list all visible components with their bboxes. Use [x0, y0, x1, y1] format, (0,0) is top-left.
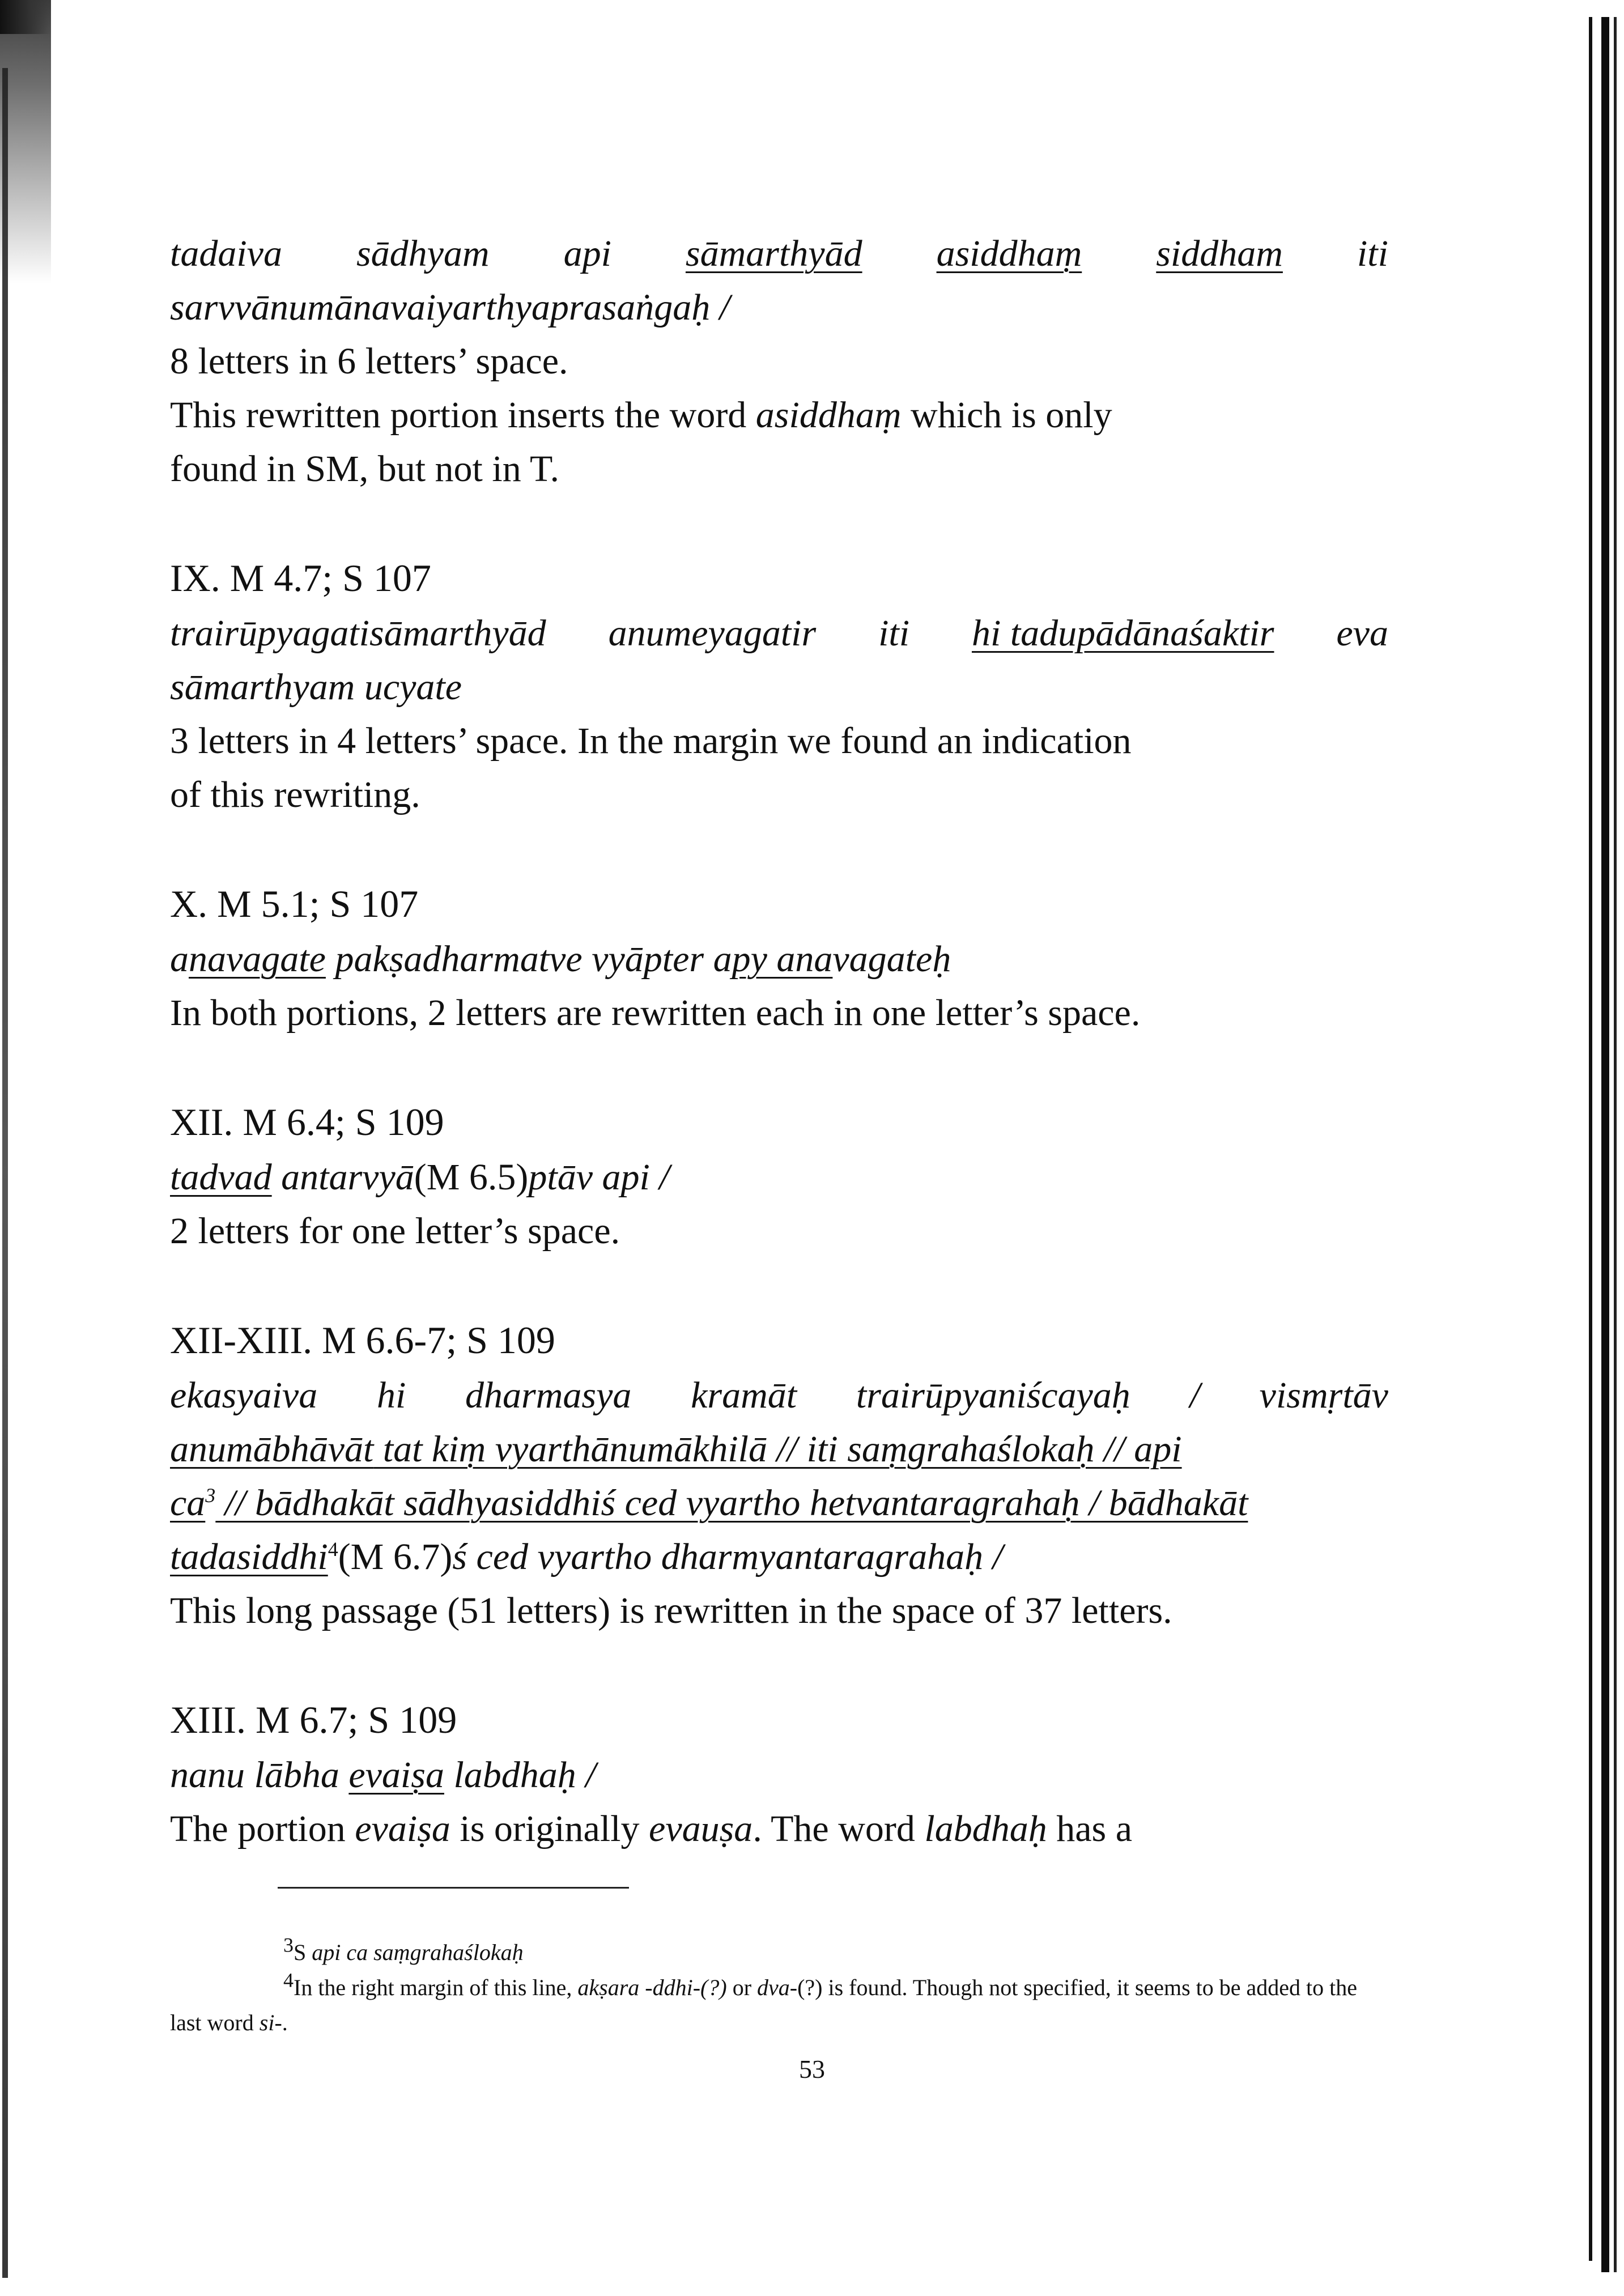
footnote-text-italic: si-	[259, 2010, 282, 2035]
note-line	[170, 1584, 1388, 1638]
note-line	[170, 334, 1388, 388]
line-reference: (M 6.5)	[414, 1156, 529, 1198]
footnote-4	[170, 1970, 1388, 2040]
note-text	[170, 388, 1112, 442]
word: sarvvānumānavaiyarthyaprasaṅgaḥ /	[170, 287, 730, 328]
note-text-italic: labdhaḥ	[924, 1808, 1047, 1849]
footnote-marker: 4	[328, 1538, 338, 1561]
note-text-part: which is only	[901, 394, 1112, 436]
word: tadaiva	[170, 233, 282, 274]
footnote-text: -(?) is found. Though not specified, it seems to be added to the last word	[170, 1975, 1358, 2035]
word: hi	[376, 1375, 406, 1416]
word: eva	[1336, 613, 1388, 654]
note-text-italic: evaiṣa	[355, 1808, 450, 1849]
rewritten-word: sāmarthyād	[685, 233, 862, 274]
section-heading: IX. M 4.7; S 107	[170, 556, 431, 599]
word: antarvyā	[271, 1156, 414, 1198]
word: kramāt	[691, 1375, 797, 1416]
footnote-text: In the right margin of this line,	[294, 1975, 578, 2000]
note-text-italic: evauṣa	[649, 1808, 753, 1849]
sanskrit-line	[170, 932, 1388, 986]
note-text: found in SM, but not in T.	[170, 448, 559, 490]
note-text: 8 letters in 6 letters’ space.	[170, 341, 568, 382]
sanskrit-line	[170, 1150, 1388, 1204]
section-heading: XIII. M 6.7; S 109	[170, 1698, 457, 1741]
scan-right-edge-outer	[1614, 17, 1617, 2272]
note-text-italic: asiddhaṃ	[755, 394, 902, 436]
sanskrit-line	[170, 1530, 1388, 1584]
footnote-separator	[278, 1887, 629, 1889]
note-text-part: This rewritten portion inserts the word	[170, 394, 756, 436]
note-text: In both portions, 2 letters are rewritten each in one letter’s space.	[170, 992, 1141, 1034]
word: nanu lābha	[170, 1754, 349, 1796]
footnote-text-italic: api ca saṃgrahaślokaḥ	[312, 1940, 524, 1965]
note-text-part: is originally	[450, 1808, 649, 1849]
note-text: 2 letters for one letter’s space.	[170, 1210, 620, 1252]
word: ś ced vyartho dharmyantaragrahaḥ /	[452, 1536, 1003, 1578]
footnote-mark: 3	[283, 1933, 294, 1957]
word: ptāv api /	[528, 1156, 670, 1198]
section-x	[170, 875, 1388, 1040]
word: dharmasya	[465, 1375, 632, 1416]
word: pakṣadharmatve vyāpter a	[325, 938, 732, 980]
rewritten-word: evaiṣa	[348, 1754, 444, 1796]
note-line	[170, 986, 1388, 1040]
page-number: 53	[799, 2055, 825, 2084]
footnote-text-italic: dva	[757, 1975, 790, 2000]
footnote-text: or	[726, 1975, 758, 2000]
scan-shadow-top	[0, 0, 51, 34]
word: anumābhāvāt	[170, 1428, 374, 1470]
footnote-text: S	[294, 1940, 312, 1965]
sanskrit-line	[170, 1748, 1388, 1802]
footnote-text-italic: akṣara -ddhi-(?)	[577, 1975, 727, 2000]
note-line	[170, 388, 1388, 442]
section-heading: XII. M 6.4; S 109	[170, 1100, 444, 1143]
sanskrit-line	[170, 606, 1388, 660]
rewritten-word: // bādhakāt sādhyasiddhiś ced vyartho hetvantaragrahaḥ / bādhakāt	[215, 1482, 1248, 1524]
note-line	[170, 768, 1388, 822]
word: api	[563, 233, 611, 274]
sanskrit-line	[170, 227, 1388, 280]
sanskrit-line	[170, 1476, 1388, 1530]
word: ekasyaiva	[170, 1375, 318, 1416]
word: trairūpyagatisāmarthyād	[170, 613, 546, 654]
footnote-marker: 3	[205, 1484, 216, 1507]
note-line	[170, 442, 1388, 496]
note-text: This long passage (51 letters) is rewritten in the space of 37 letters.	[170, 1590, 1172, 1631]
note-line	[170, 1802, 1388, 1856]
sanskrit-line	[170, 660, 1388, 714]
word: labdhaḥ /	[444, 1754, 596, 1796]
rewritten-word: tat kiṃ vyarthānumākhilā // iti saṃgrahaślokaḥ // api	[373, 1428, 1182, 1470]
section-continuation	[170, 227, 1388, 496]
word: iti	[878, 613, 910, 654]
note-text: of this rewriting.	[170, 774, 420, 815]
sanskrit-line	[170, 280, 1388, 334]
word: trairūpyaniścayaḥ	[856, 1375, 1130, 1416]
note-line	[170, 714, 1388, 768]
sanskrit-line	[170, 1422, 1388, 1476]
note-line	[170, 1204, 1388, 1258]
rewritten-word: ca	[170, 1482, 206, 1524]
page-body	[170, 227, 1388, 1856]
rewritten-word: py ana	[732, 938, 833, 980]
word: sāmarthyam ucyate	[170, 666, 462, 708]
section-heading: XII-XIII. M 6.6-7; S 109	[170, 1319, 555, 1362]
rewritten-word: asiddhaṃ	[936, 233, 1082, 274]
rewritten-word: tadasiddhi	[170, 1536, 328, 1578]
rewritten-word: hi tadupādānaśaktir	[971, 613, 1274, 654]
rewritten-word: siddham	[1156, 233, 1283, 274]
note-text-part: The portion	[170, 1808, 355, 1849]
scan-right-edge	[1589, 17, 1592, 2261]
word: vismṛtāv	[1259, 1375, 1388, 1416]
footnotes	[170, 1935, 1388, 2040]
note-text-part: has a	[1047, 1808, 1132, 1849]
word: a	[170, 938, 189, 980]
word: anumeyagatir	[608, 613, 817, 654]
section-ix	[170, 550, 1388, 822]
scan-right-edge-thick	[1601, 17, 1609, 2272]
footnote-text: .	[282, 2010, 288, 2035]
scan-left-edge	[2, 68, 8, 2278]
line-reference: (M 6.7)	[338, 1536, 453, 1578]
word: vagateḥ	[832, 938, 951, 980]
footnote-3	[170, 1935, 1388, 1970]
rewritten-word: tadvad	[170, 1156, 272, 1198]
word: iti	[1357, 233, 1388, 274]
rewritten-word: navagate	[189, 938, 326, 980]
section-xii	[170, 1094, 1388, 1258]
section-xiii	[170, 1691, 1388, 1856]
note-text-part: . The word	[753, 1808, 925, 1849]
note-text: 3 letters in 4 letters’ space. In the margin we found an indication	[170, 720, 1132, 762]
section-xii-xiii	[170, 1312, 1388, 1638]
sanskrit-line	[170, 1368, 1388, 1422]
word: sādhyam	[356, 233, 490, 274]
footnote-mark: 4	[283, 1968, 294, 1992]
section-heading: X. M 5.1; S 107	[170, 882, 419, 925]
word: /	[1189, 1375, 1200, 1416]
